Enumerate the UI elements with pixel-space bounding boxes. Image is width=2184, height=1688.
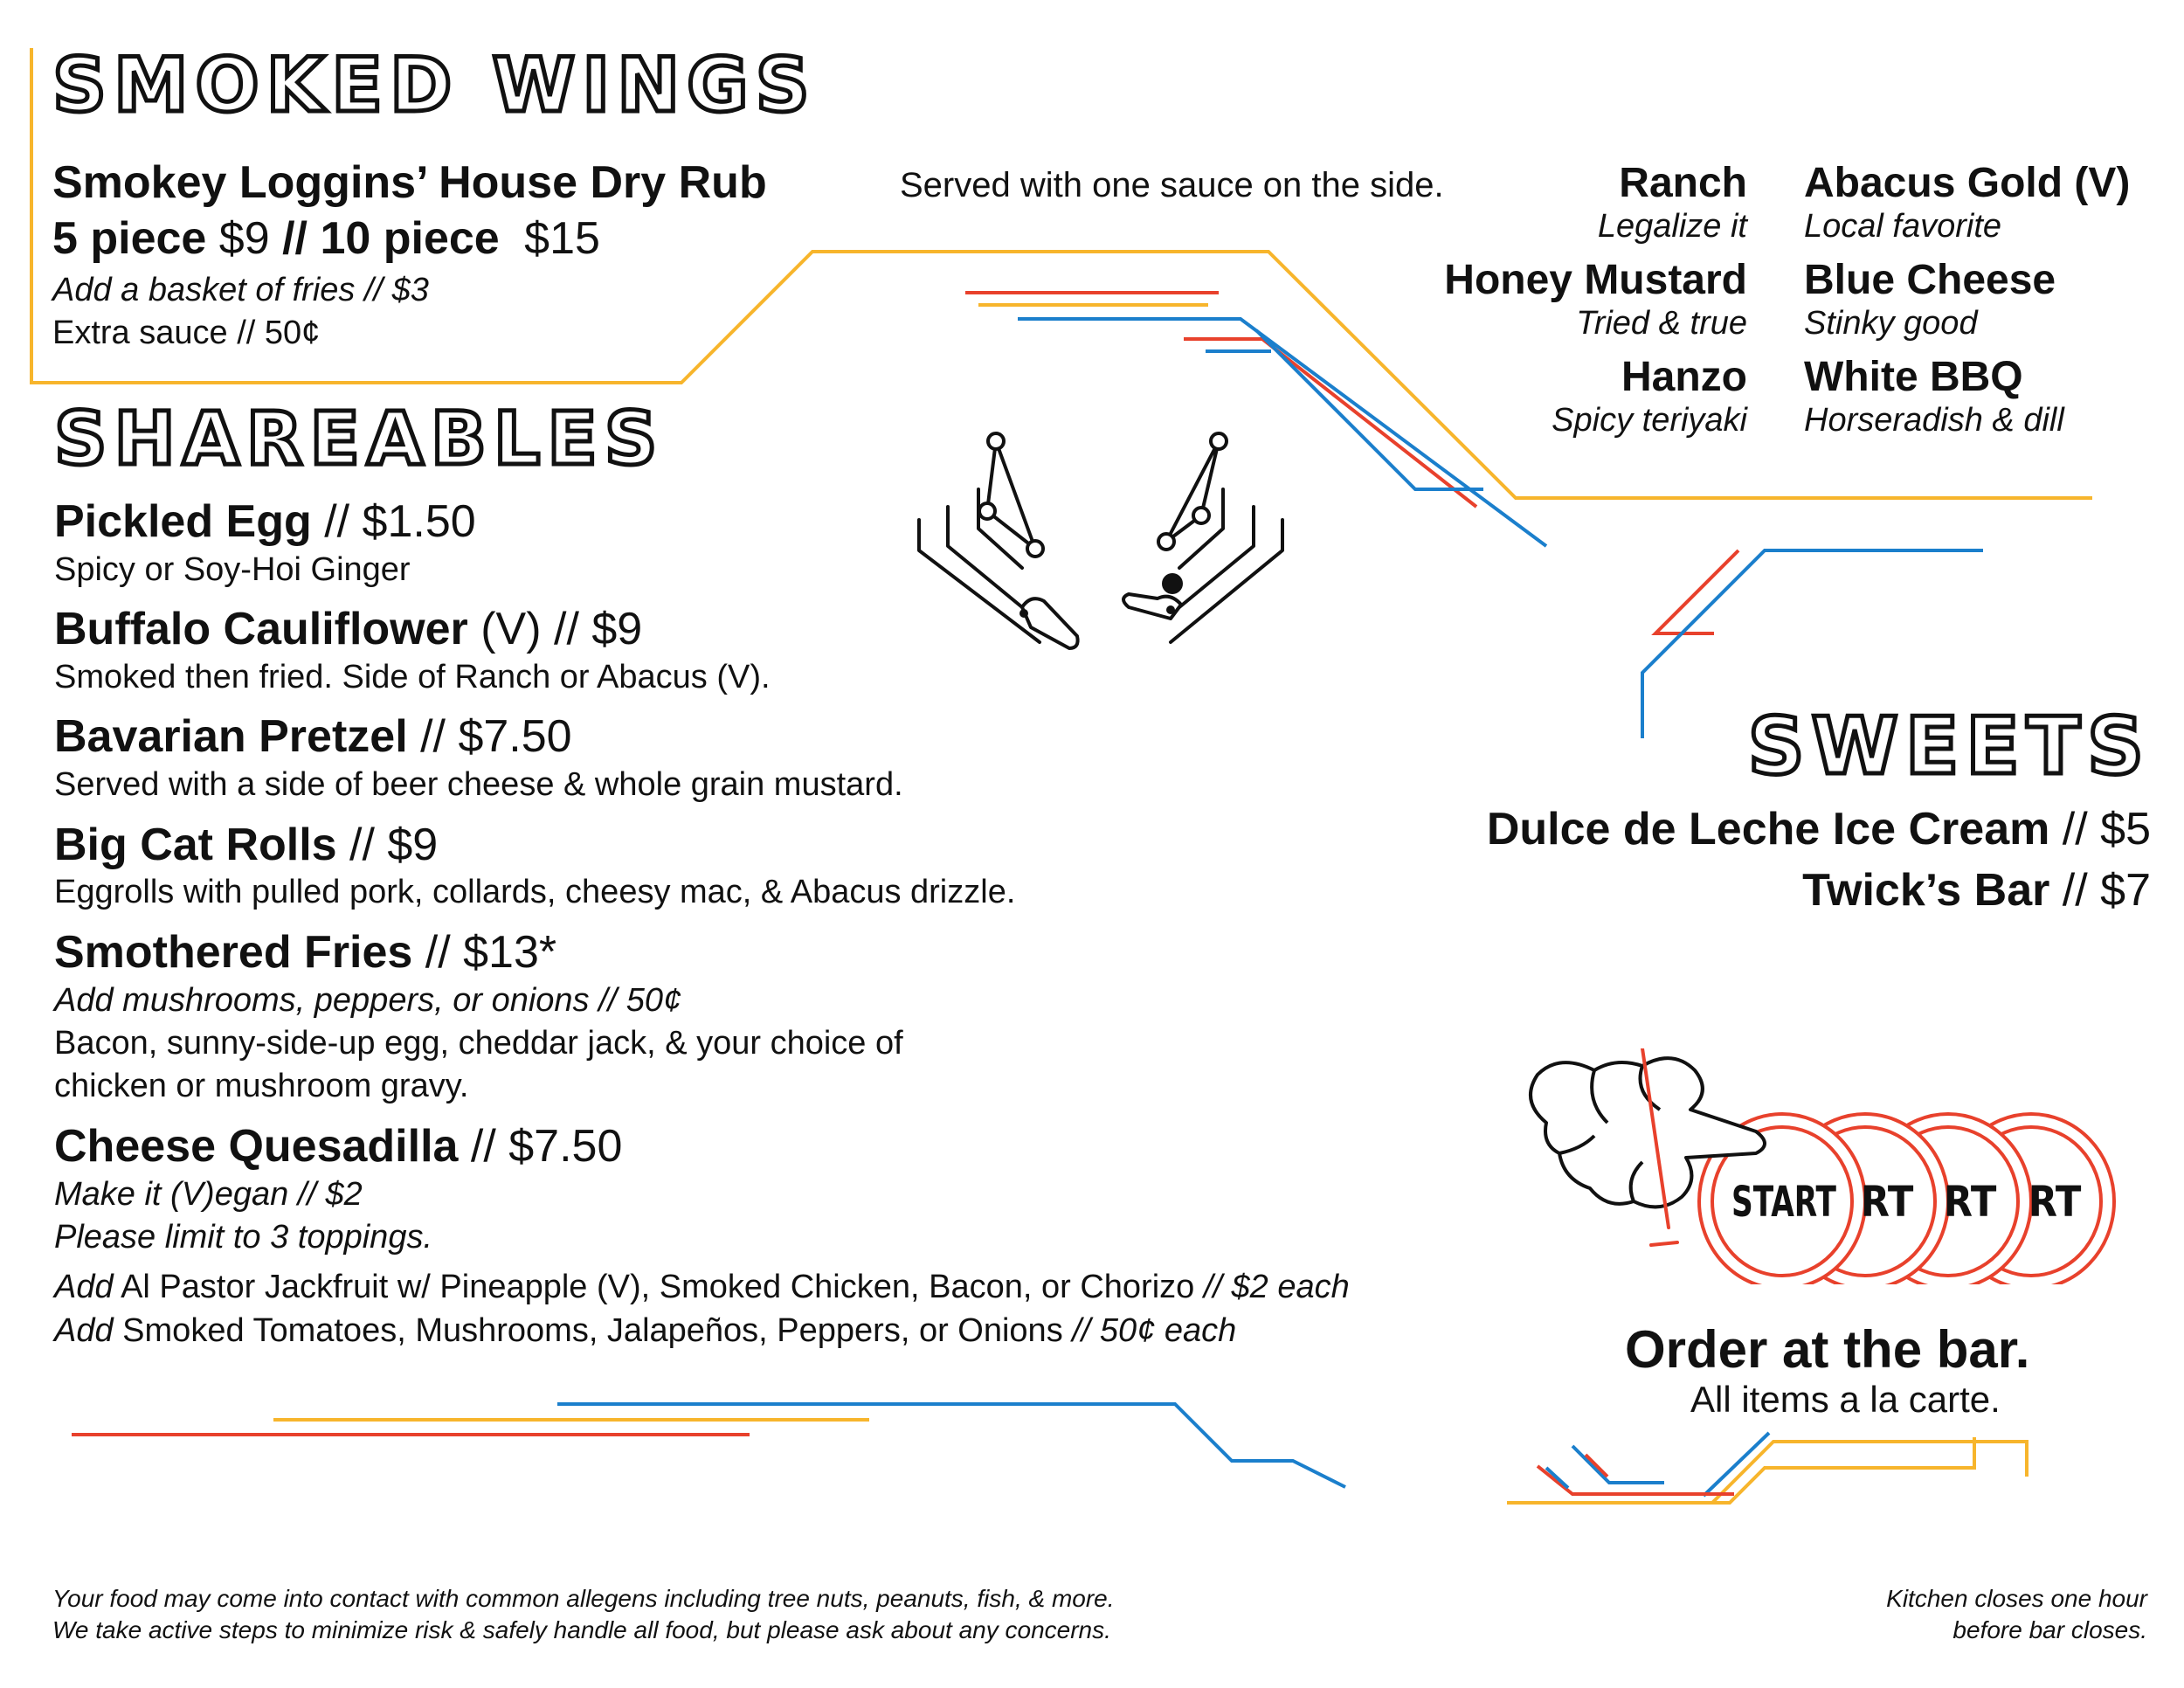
- item-name: Pickled Egg: [54, 496, 312, 547]
- shareables-heading: SHAREABLES: [54, 396, 665, 481]
- sweets-heading: SWEETS: [1747, 701, 2151, 792]
- item-price: // $1.50: [311, 496, 476, 547]
- kitchen-note: [1886, 1583, 2147, 1647]
- start-label-partial: RT: [1943, 1178, 1997, 1227]
- item-price: // $9: [336, 819, 439, 870]
- item-price: // $7: [2049, 864, 2151, 916]
- addon-price: // 50¢ each: [1072, 1311, 1237, 1349]
- item-price: // $5: [2049, 804, 2151, 854]
- wings-sep: //: [282, 213, 308, 265]
- start-label-partial: RT: [2028, 1178, 2082, 1227]
- addon-text: Smoked Tomatoes, Mushrooms, Jalapeños, Peppers, or Onions: [113, 1311, 1073, 1349]
- deco-line-red-6: [1586, 1455, 1607, 1477]
- shareable-item: [54, 496, 1539, 591]
- deco-line-red-3: [1655, 550, 1738, 633]
- start-label: START: [1731, 1178, 1837, 1227]
- item-name: Twick’s Bar: [1802, 864, 2050, 916]
- sauce-item: [1363, 256, 1747, 344]
- wings-five-label: 5 piece: [52, 213, 207, 265]
- order-subline: All items a la carte.: [1690, 1379, 2001, 1420]
- item-addon: Add mushrooms, peppers, or onions // 50¢: [54, 981, 682, 1019]
- start-label-partial: RT: [1860, 1178, 1914, 1227]
- addon-text: Al Pastor Jackfruit w/ Pineapple (V), Smoked Chicken, Bacon, or Chorizo: [113, 1269, 1204, 1306]
- sauce-desc: Tried & true: [1576, 304, 1747, 342]
- wings-extra-sauce: Extra sauce // 50¢: [52, 315, 321, 352]
- sauce-desc: Horseradish & dill: [1804, 401, 2064, 439]
- wings-ten-label: 10 piece: [320, 213, 500, 265]
- sauce-name: Honey Mustard: [1444, 256, 1747, 303]
- shareable-item: [54, 604, 1539, 699]
- item-desc: Eggrolls with pulled pork, collards, cheesy mac, & Abacus drizzle.: [54, 874, 1016, 911]
- deco-line-blue-6: [1704, 1433, 1769, 1496]
- sweet-item: [1277, 804, 2151, 856]
- start-button-illustration: [1511, 1048, 2140, 1284]
- item-desc: Bacon, sunny-side-up egg, cheddar jack, & your choice of: [54, 1024, 903, 1062]
- item-price: (V) // $9: [467, 604, 643, 655]
- sauce-desc: Stinky good: [1804, 304, 1978, 342]
- item-name: Dulce de Leche Ice Cream: [1486, 804, 2050, 854]
- item-desc: Smoked then fried. Side of Ranch or Abacus (V).: [54, 658, 771, 695]
- allergen-note: [52, 1583, 1115, 1647]
- sauce-desc: Local favorite: [1804, 208, 2002, 246]
- sauce-name: Ranch: [1619, 160, 1747, 206]
- item-addon-veg: [54, 1310, 1539, 1352]
- sauce-name: Hanzo: [1621, 353, 1747, 400]
- allergen-line: We take active steps to minimize risk & safely handle all food, but please ask about any concerns.: [52, 1616, 1111, 1644]
- sauce-name: Blue Cheese: [1804, 256, 2056, 303]
- sauces-left-column: [1363, 159, 1747, 440]
- order-headline: Order at the bar.: [1625, 1320, 2030, 1379]
- shareable-item: [54, 711, 1539, 806]
- item-name: Cheese Quesadilla: [54, 1120, 459, 1172]
- item-name: Big Cat Rolls: [54, 819, 337, 870]
- sauce-item: [1804, 256, 2171, 344]
- item-price: // $7.50: [407, 711, 572, 763]
- sweets-list: [1277, 804, 2151, 917]
- allergen-line: Your food may come into contact with common allegens including tree nuts, peanuts, fish, & more.: [52, 1585, 1115, 1612]
- wings-five-price: $9: [218, 213, 270, 265]
- sauce-item: [1363, 353, 1747, 441]
- sauce-name: White BBQ: [1804, 353, 2023, 400]
- wings-ten-price: $15: [524, 213, 600, 265]
- deco-line-red-5: [1538, 1466, 1734, 1494]
- sweet-item: [1277, 865, 2151, 917]
- item-desc: chicken or mushroom gravy.: [54, 1068, 469, 1105]
- kitchen-line: before bar closes.: [1952, 1616, 2147, 1644]
- shareables-list: [54, 496, 1539, 1352]
- item-desc: Spicy or Soy-Hoi Ginger: [54, 550, 411, 588]
- item-name: Bavarian Pretzel: [54, 711, 408, 763]
- item-name: Buffalo Cauliflower: [54, 604, 468, 655]
- kitchen-line: Kitchen closes one hour: [1886, 1585, 2147, 1612]
- deco-line-blue-5: [557, 1404, 1345, 1487]
- wings-subtitle: Smokey Loggins’ House Dry Rub: [52, 157, 767, 208]
- item-topping-limit: Please limit to 3 toppings.: [54, 1218, 433, 1256]
- sauce-desc: Spicy teriyaki: [1552, 401, 1747, 439]
- served-note: Served with one sauce on the side.: [900, 166, 1444, 204]
- item-name: Smothered Fries: [54, 926, 413, 978]
- item-vegan-option: Make it (V)egan // $2: [54, 1175, 363, 1213]
- shareable-item-fries: [54, 927, 1539, 1109]
- add-word: Add: [54, 1311, 114, 1349]
- sauce-item: [1363, 159, 1747, 247]
- wings-info: [52, 156, 767, 356]
- add-word: Add: [54, 1269, 114, 1306]
- item-addon-protein: [54, 1266, 1539, 1309]
- sauces-right-column: [1804, 159, 2171, 440]
- wings-heading: SMOKED WINGS: [52, 42, 817, 129]
- sauce-item: [1804, 353, 2171, 441]
- sauce-item: [1804, 159, 2171, 247]
- sauce-desc: Legalize it: [1597, 208, 1747, 246]
- sauce-name: Abacus Gold (V): [1804, 160, 2131, 206]
- item-price: // $7.50: [458, 1120, 623, 1172]
- shareable-item-quesadilla: [54, 1121, 1539, 1352]
- addon-price: // $2 each: [1203, 1269, 1350, 1306]
- wings-prices: [52, 210, 767, 269]
- deco-line-blue-8: [1572, 1446, 1664, 1483]
- item-desc: Served with a side of beer cheese & whole grain mustard.: [54, 766, 903, 804]
- item-price: // $13*: [412, 926, 557, 978]
- wings-fries-addon: Add a basket of fries // $3: [52, 271, 429, 308]
